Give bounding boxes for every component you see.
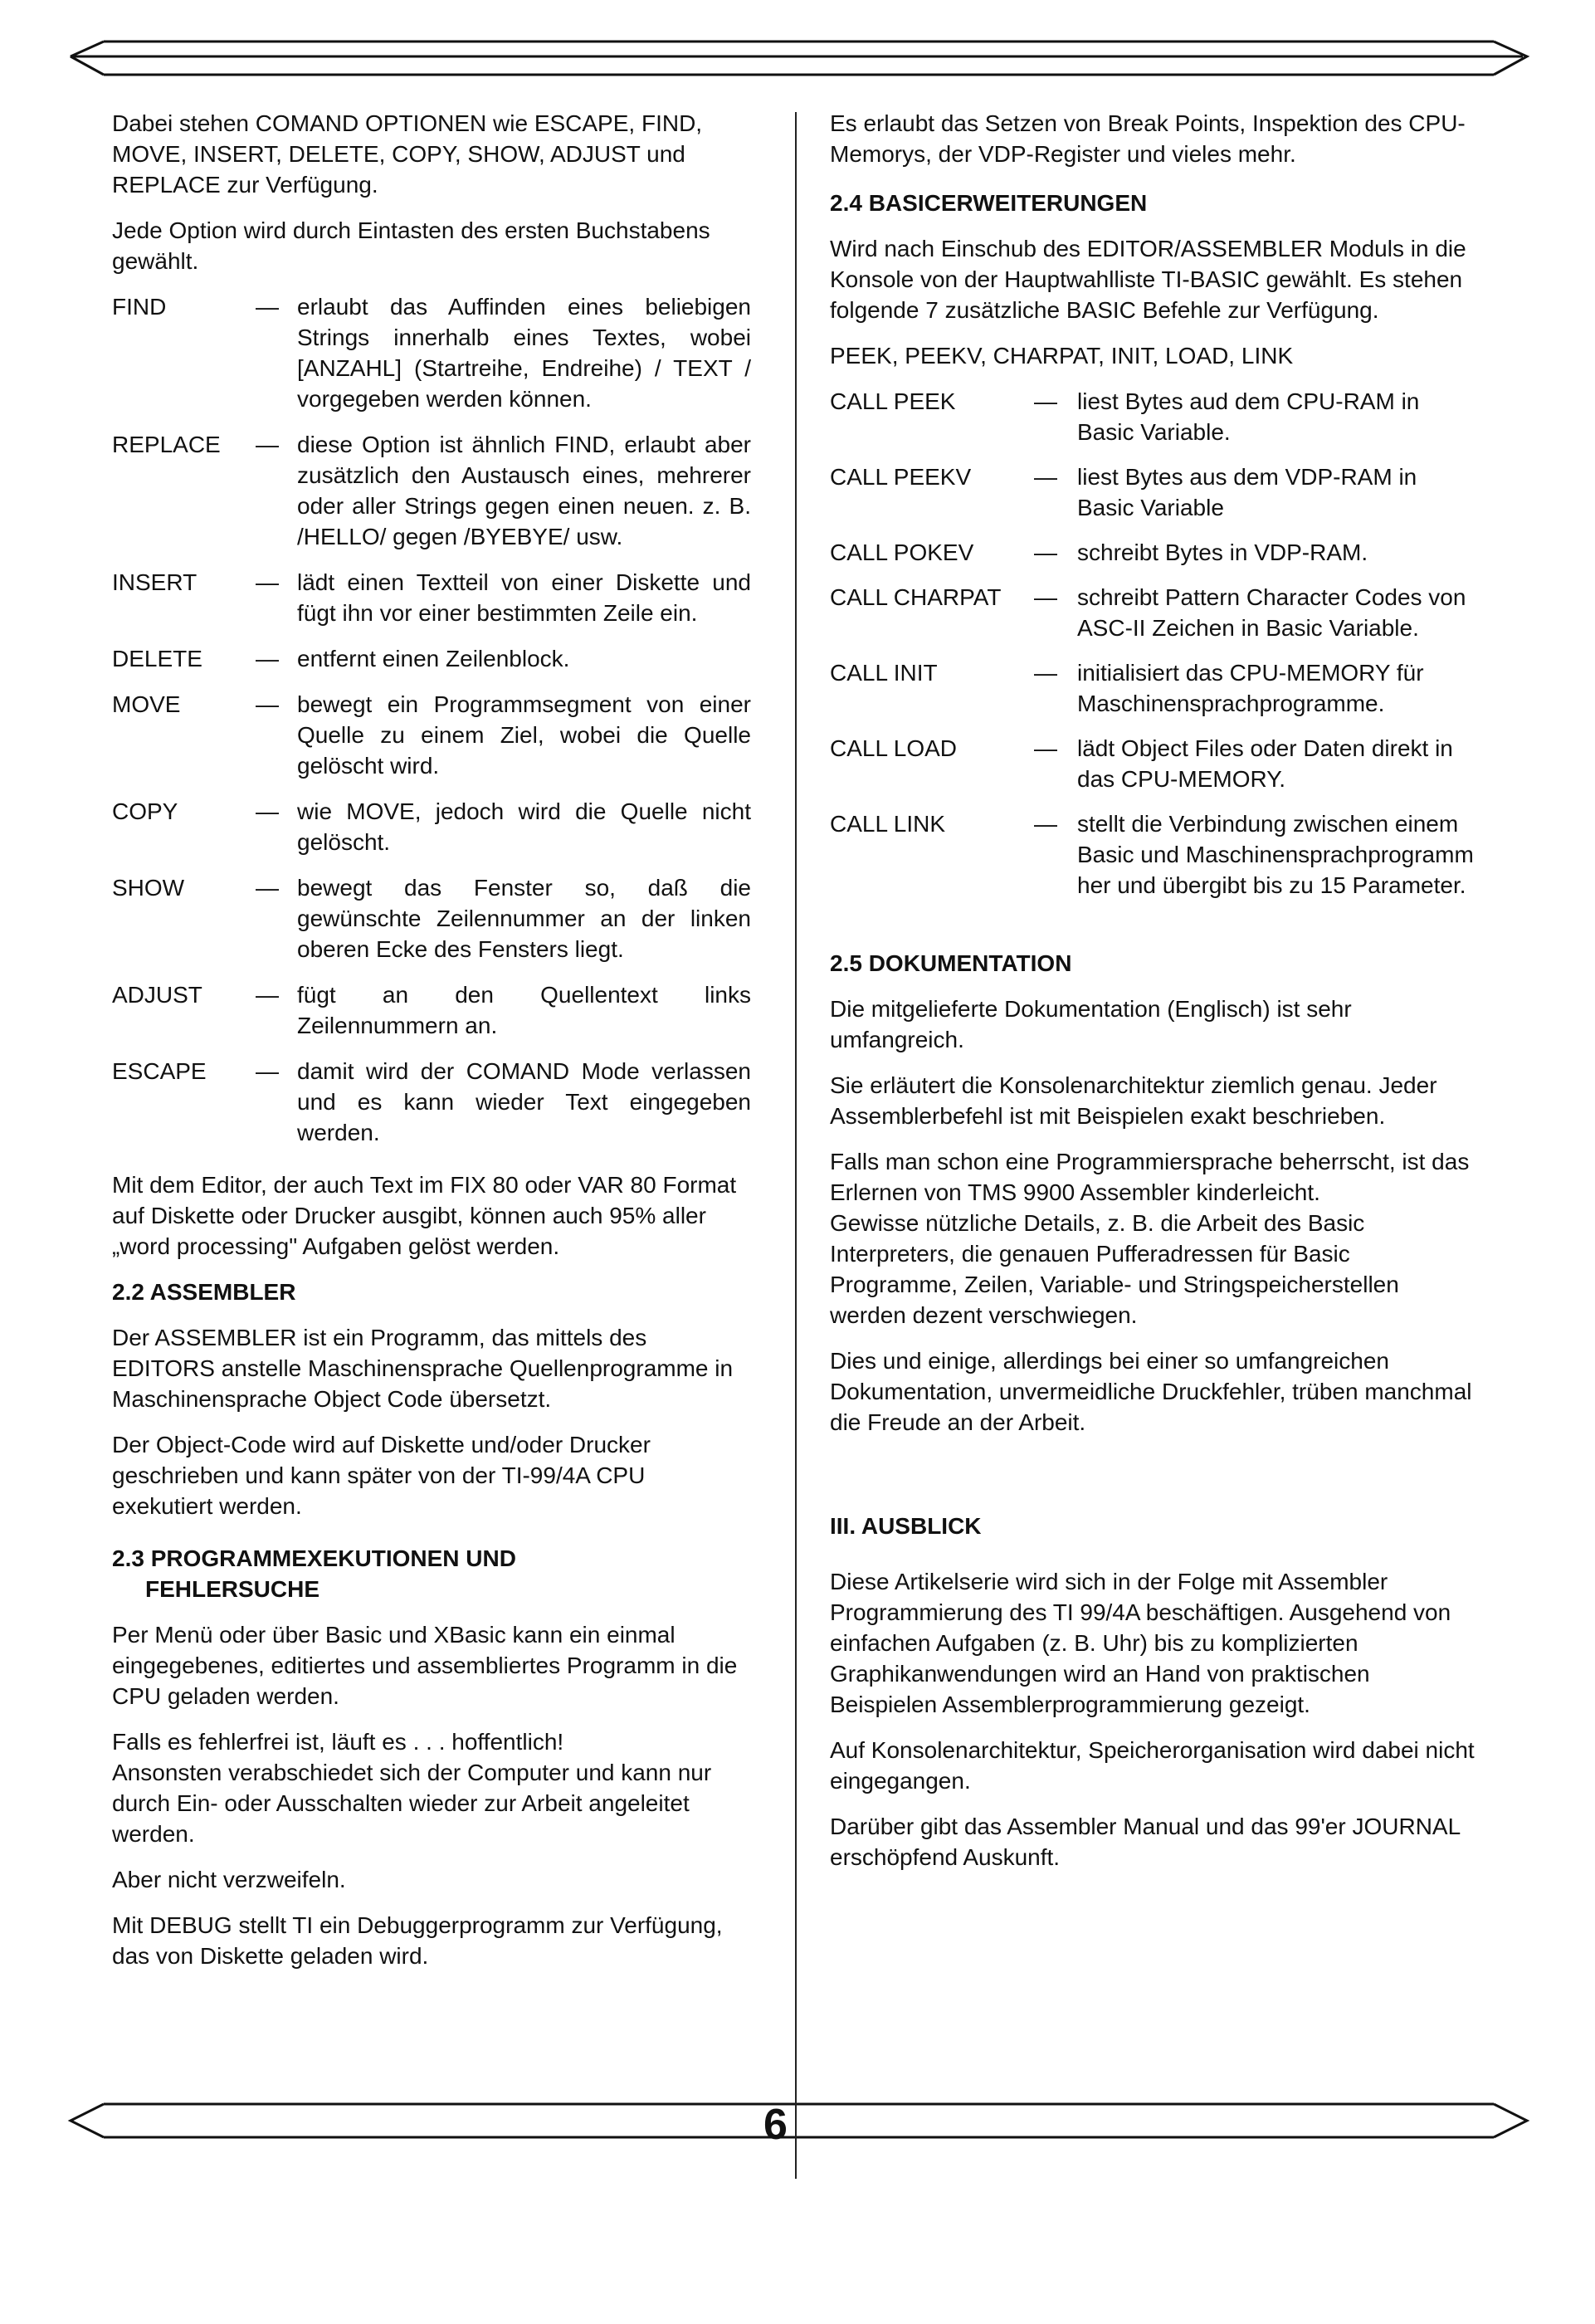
heading-prog-line-2: FEHLERSUCHE [145, 1576, 320, 1602]
option-item [112, 643, 751, 674]
call-command-item [830, 537, 1477, 568]
basic-command-list: PEEK, PEEKV, CHARPAT, INIT, LOAD, LINK [830, 343, 1294, 369]
option-desc: fügt an den Quellentext links Zeilennummern an. [297, 982, 751, 1038]
option-term: ADJUST [112, 982, 202, 1008]
doku-paragraph-1: Die mitgelieferte Dokumentation (Englisch) ist sehr umfangreich. [830, 996, 1352, 1052]
call-command-item [830, 461, 1477, 523]
column-divider [795, 112, 797, 2179]
call-command-desc: stellt die Verbindung zwischen einem Basic und Maschinensprachprogramm her und übergibt bis zu 15 Parameter. [1077, 811, 1474, 898]
option-item [112, 689, 751, 781]
option-desc: lädt einen Textteil von einer Diskette und fügt ihn vor einer bestimmten Zeile ein. [297, 569, 751, 626]
bottom-arrow-rule [71, 2104, 1527, 2137]
call-command-item [830, 808, 1477, 901]
option-dash: — [256, 646, 279, 671]
doku-paragraph-3a: Falls man schon eine Programmiersprache beherrscht, ist das Erlernen von TMS 9900 Assembler kinderleicht. [830, 1149, 1470, 1205]
call-command-term: CALL INIT [830, 660, 938, 686]
option-term: MOVE [112, 691, 181, 717]
option-item [112, 567, 751, 628]
option-item [112, 429, 751, 552]
option-item [112, 1056, 751, 1148]
option-term: ESCAPE [112, 1058, 207, 1084]
command-options-list [112, 291, 751, 1148]
prog-paragraph-3: Aber nicht verzweifeln. [112, 1867, 346, 1892]
option-dash: — [256, 798, 279, 824]
option-dash: — [256, 691, 279, 717]
call-command-desc: liest Bytes aus dem VDP-RAM in Basic Variable [1077, 464, 1417, 520]
call-commands-list [830, 386, 1477, 901]
ausblick-paragraph-3: Darüber gibt das Assembler Manual und das 99'er JOURNAL erschöpfend Auskunft. [830, 1814, 1461, 1870]
intro-paragraph: Dabei stehen COMAND OPTIONEN wie ESCAPE, FIND, MOVE, INSERT, DELETE, COPY, SHOW, ADJUST und REPLACE zur Verfügung. [112, 110, 703, 198]
prog-paragraph-2 [112, 1726, 751, 1849]
ausblick-paragraph-2: Auf Konsolenarchitektur, Speicherorganisation wird dabei nicht eingegangen. [830, 1737, 1475, 1794]
call-command-dash: — [1034, 735, 1057, 761]
call-command-item [830, 582, 1477, 643]
option-desc: bewegt das Fenster so, daß die gewünschte Zeilennummer an der linken oberen Ecke des Fensters liegt. [297, 875, 751, 962]
call-command-term: CALL POKEV [830, 540, 974, 565]
call-command-dash: — [1034, 811, 1057, 837]
heading-ausblick: III. AUSBLICK [830, 1513, 982, 1539]
call-command-term: CALL PEEK [830, 388, 956, 414]
call-command-desc: liest Bytes aud dem CPU-RAM in Basic Variable. [1077, 388, 1420, 445]
call-command-dash: — [1034, 660, 1057, 686]
option-dash: — [256, 432, 279, 457]
call-command-term: CALL CHARPAT [830, 584, 1002, 610]
call-command-desc: lädt Object Files oder Daten direkt in das CPU-MEMORY. [1077, 735, 1453, 792]
option-desc: erlaubt das Auffinden eines beliebigen Strings innerhalb eines Textes, wobei [ANZAHL] (Startreihe, Endreihe) / TEXT / vorgegeben werden können. [297, 294, 751, 412]
right-column [830, 108, 1477, 1887]
option-item [112, 979, 751, 1041]
option-term: SHOW [112, 875, 185, 901]
call-command-item [830, 386, 1477, 447]
page-number: 6 [763, 2101, 788, 2149]
assembler-paragraph-1: Der ASSEMBLER ist ein Programm, das mittels des EDITORS anstelle Maschinensprache Quellenprogramme in Maschinensprache Object Code übersetzt. [112, 1325, 734, 1412]
call-command-desc: schreibt Bytes in VDP-RAM. [1077, 540, 1368, 565]
call-command-dash: — [1034, 540, 1057, 565]
option-term: INSERT [112, 569, 198, 595]
option-dash: — [256, 569, 279, 595]
doku-paragraph-3 [830, 1146, 1477, 1330]
option-item [112, 291, 751, 414]
option-desc: bewegt ein Programmsegment von einer Quelle zu einem Ziel, wobei die Quelle gelöscht wird. [297, 691, 751, 779]
doku-paragraph-2: Sie erläutert die Konsolenarchitektur ziemlich genau. Jeder Assemblerbefehl ist mit Beispielen exakt beschrieben. [830, 1072, 1437, 1129]
call-command-term: CALL LINK [830, 811, 946, 837]
heading-dokumentation: 2.5 DOKUMENTATION [830, 950, 1072, 976]
call-command-item [830, 733, 1477, 794]
doku-paragraph-4: Dies und einige, allerdings bei einer so umfangreichen Dokumentation, unvermeidliche Druckfehler, trüben manchmal die Freude an der Arbeit. [830, 1348, 1472, 1435]
option-desc: wie MOVE, jedoch wird die Quelle nicht gelöscht. [297, 798, 751, 855]
assembler-paragraph-2: Der Object-Code wird auf Diskette und/oder Drucker geschrieben und kann später von der TI-99/4A CPU exekutiert werden. [112, 1432, 651, 1519]
option-dash: — [256, 875, 279, 901]
left-column [112, 108, 751, 1986]
debug-paragraph: Es erlaubt das Setzen von Break Points, Inspektion des CPU-Memorys, der VDP-Register und vieles mehr. [830, 110, 1466, 167]
option-desc: damit wird der COMAND Mode verlassen und es kann wieder Text eingegeben werden. [297, 1058, 751, 1145]
basic-paragraph-1: Wird nach Einschub des EDITOR/ASSEMBLER Moduls in die Konsole von der Hauptwahlliste TI-BASIC gewählt. Es stehen folgende 7 zusätzliche BASIC Befehle zur Verfügung. [830, 236, 1466, 323]
call-command-desc: initialisiert das CPU-MEMORY für Maschinensprachprogramme. [1077, 660, 1424, 716]
option-dash: — [256, 1058, 279, 1084]
intro-paragraph-2: Jede Option wird durch Eintasten des ersten Buchstabens gewählt. [112, 217, 710, 274]
option-item [112, 796, 751, 857]
prog-paragraph-2a: Falls es fehlerfrei ist, läuft es . . . hoffentlich! [112, 1729, 564, 1755]
call-command-dash: — [1034, 584, 1057, 610]
heading-programmexekutionen [112, 1543, 751, 1604]
call-command-dash: — [1034, 388, 1057, 414]
doku-paragraph-3b: Gewisse nützliche Details, z. B. die Arbeit des Basic Interpreters, die genauen Pufferadressen für Basic Programme, Zeilen, Variable- und Stringspeicherstellen werden dezent verschwiegen. [830, 1210, 1399, 1328]
ausblick-paragraph-1: Diese Artikelserie wird sich in der Folge mit Assembler Programmierung des TI 99/4A beschäftigen. Ausgehend von einfachen Aufgaben (z. B. Uhr) bis zu komplizierten Graphikanwendungen wird an Hand von praktischen Beispielen Assemblerprogrammierung gezeigt. [830, 1569, 1451, 1717]
option-term: COPY [112, 798, 178, 824]
option-dash: — [256, 294, 279, 320]
prog-paragraph-1: Per Menü oder über Basic und XBasic kann ein einmal eingegebenes, editiertes und assembliertes Programm in die CPU geladen werden. [112, 1622, 738, 1709]
call-command-dash: — [1034, 464, 1057, 490]
call-command-term: CALL PEEKV [830, 464, 972, 490]
heading-basicerweiterungen: 2.4 BASICERWEITERUNGEN [830, 190, 1148, 216]
call-command-desc: schreibt Pattern Character Codes von ASC-II Zeichen in Basic Variable. [1077, 584, 1466, 641]
option-desc: entfernt einen Zeilenblock. [297, 646, 570, 671]
option-dash: — [256, 982, 279, 1008]
option-term: REPLACE [112, 432, 221, 457]
prog-paragraph-2b: Ansonsten verabschiedet sich der Computer und kann nur durch Ein- oder Ausschalten wieder zur Arbeit angeleitet werden. [112, 1760, 712, 1847]
editor-paragraph: Mit dem Editor, der auch Text im FIX 80 oder VAR 80 Format auf Diskette oder Drucker ausgibt, können auch 95% aller „word processing" Aufgaben gelöst werden. [112, 1172, 737, 1259]
option-term: DELETE [112, 646, 202, 671]
prog-paragraph-4: Mit DEBUG stellt TI ein Debuggerprogramm zur Verfügung, das von Diskette geladen wird. [112, 1912, 723, 1969]
call-command-term: CALL LOAD [830, 735, 958, 761]
option-item [112, 872, 751, 964]
call-command-item [830, 657, 1477, 719]
top-arrow-rule [71, 42, 1527, 75]
heading-assembler: 2.2 ASSEMBLER [112, 1279, 296, 1305]
option-term: FIND [112, 294, 167, 320]
option-desc: diese Option ist ähnlich FIND, erlaubt aber zusätzlich den Austausch eines, mehrerer oder aller Strings gegen einen neuen. z. B. /HELLO/ gegen /BYEBYE/ usw. [297, 432, 751, 549]
heading-prog-line-1: 2.3 PROGRAMMEXEKUTIONEN UND [112, 1545, 516, 1571]
